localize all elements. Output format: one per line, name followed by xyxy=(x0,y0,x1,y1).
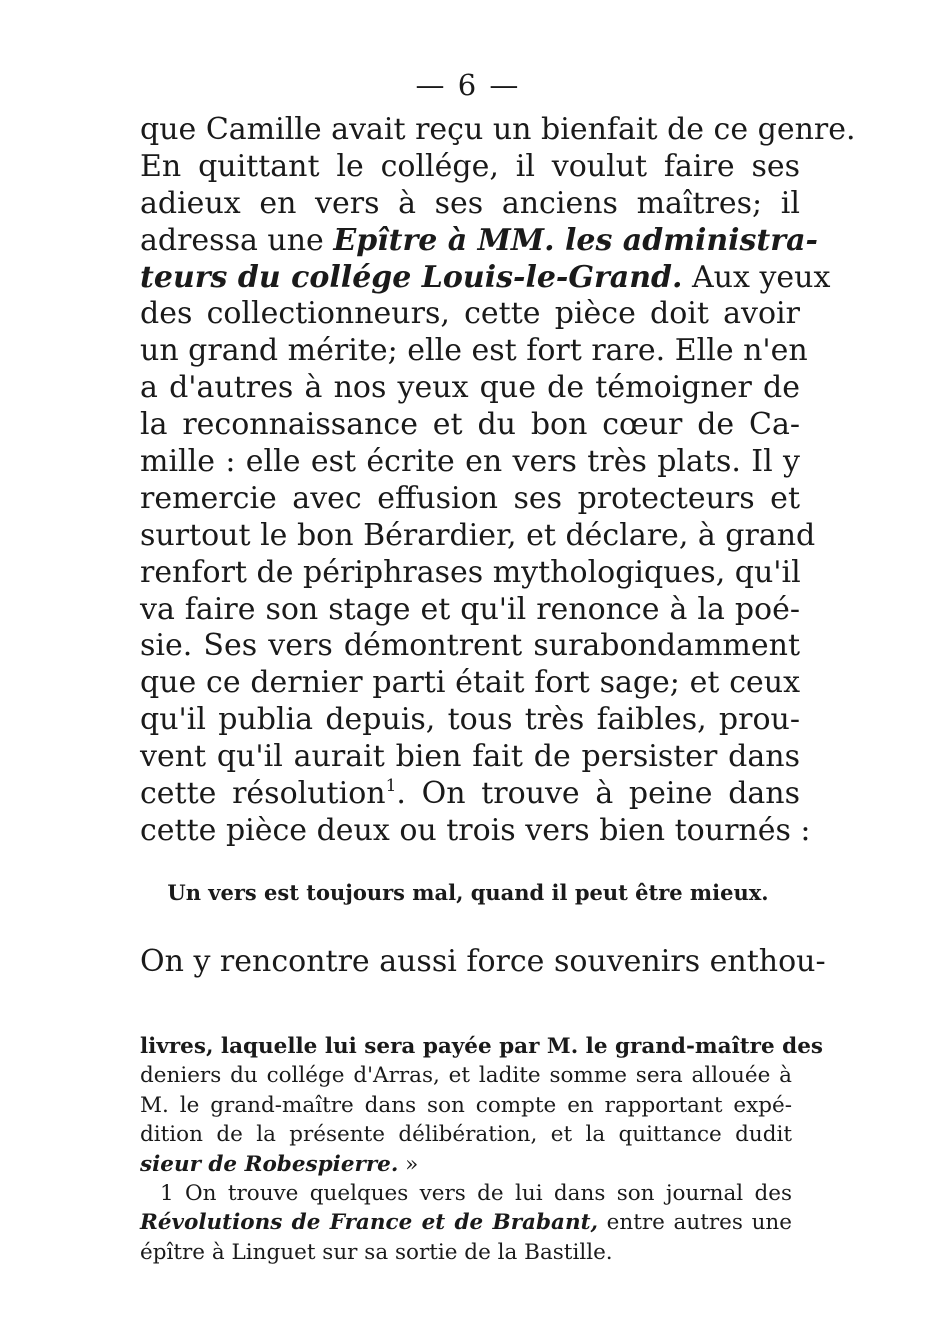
footnote-line xyxy=(140,1150,792,1179)
text-line: surtout le bon Bérardier, et déclare, à grand xyxy=(140,517,816,553)
footnote-number: 1 xyxy=(160,1180,174,1206)
footnote-marker: 1 xyxy=(385,776,397,797)
text-line: va faire son stage et qu'il renonce à la poé- xyxy=(140,591,800,627)
text-line: vent qu'il aurait bien fait de persister dans xyxy=(140,739,800,775)
footnote-line xyxy=(140,1208,792,1237)
text-span: » xyxy=(398,1151,419,1177)
footnote-line xyxy=(140,1179,792,1208)
text-span: On trouve quelques vers de lui dans son journal des xyxy=(173,1180,792,1206)
text-span: adressa une xyxy=(140,222,334,258)
footnote-line: livres, laquelle lui sera payée par M. le grand-maître des xyxy=(140,1034,823,1059)
page-number: — 6 — xyxy=(415,68,521,102)
text-span: Aux yeux xyxy=(682,259,831,295)
footnote-line: dition de la présente délibération, et la quittance dudit xyxy=(140,1122,792,1148)
footnote-line: deniers du collége d'Arras, et ladite somme sera allouée à xyxy=(140,1063,792,1089)
text-line: cette pièce deux ou trois vers bien tournés : xyxy=(140,812,811,848)
text-line: sie. Ses vers démontrent surabondamment xyxy=(140,628,800,664)
text-line: adieux en vers à ses anciens maîtres; il xyxy=(140,185,800,221)
italic-title: Révolutions de France et de Brabant, xyxy=(140,1210,598,1236)
text-line: renfort de périphrases mythologiques, qu'il xyxy=(140,554,801,590)
text-line xyxy=(140,776,800,813)
italic-name: sieur de Robespierre. xyxy=(140,1151,399,1177)
italic-title: Epître à MM. les administra- xyxy=(333,222,818,258)
text-span: entre autres une xyxy=(598,1210,792,1236)
verse-quote: Un vers est toujours mal, quand il peut être mieux. xyxy=(167,880,769,905)
text-line: des collectionneurs, cette pièce doit avoir xyxy=(140,296,800,332)
footnotes xyxy=(140,1032,823,1267)
text-line: que Camille avait reçu un bienfait de ce genre. xyxy=(140,112,856,147)
italic-title: teurs du collége Louis-le-Grand. xyxy=(140,259,683,295)
text-line: a d'autres à nos yeux que de témoigner de xyxy=(140,370,800,406)
text-line: qu'il publia depuis, tous très faibles, prou- xyxy=(140,702,800,738)
body-paragraph xyxy=(140,112,856,850)
text-line: la reconnaissance et du bon cœur de Ca- xyxy=(140,407,800,443)
text-line: que ce dernier parti était fort sage; et ceux xyxy=(140,665,800,701)
text-span: . On trouve à peine dans xyxy=(396,776,800,812)
text-line xyxy=(140,222,818,260)
text-line: mille : elle est écrite en vers très plats. Il y xyxy=(140,444,800,480)
continuation-line: On y rencontre aussi force souvenirs enthou- xyxy=(140,944,826,979)
footnote-line: M. le grand-maître dans son compte en rapportant expé- xyxy=(140,1092,792,1118)
text-line xyxy=(140,259,831,297)
text-line: En quittant le collége, il voulut faire ses xyxy=(140,148,800,184)
text-line: remercie avec effusion ses protecteurs et xyxy=(140,480,800,516)
footnote-line: épître à Linguet sur sa sortie de la Bastille. xyxy=(140,1239,613,1265)
text-line: un grand mérite; elle est fort rare. Elle n'en xyxy=(140,333,808,369)
text-span: cette résolution xyxy=(140,776,386,812)
